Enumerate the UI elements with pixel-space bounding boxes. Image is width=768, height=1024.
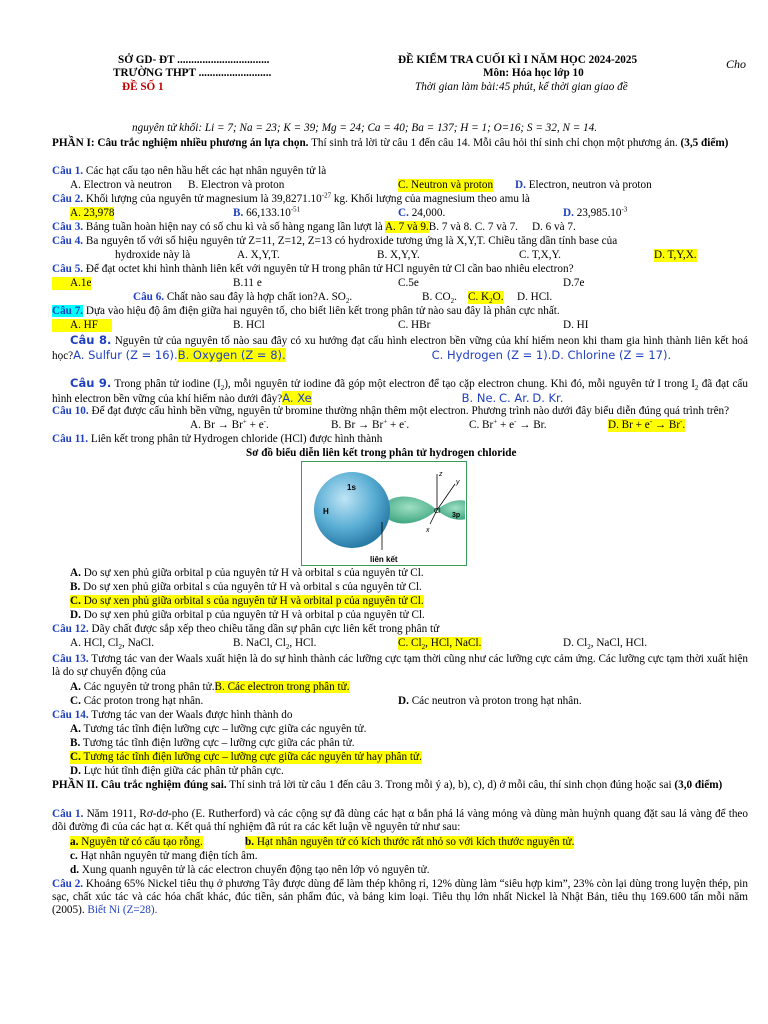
cl-3p-lobe-left: [382, 497, 437, 524]
label-bond: liên kết: [370, 555, 398, 564]
corner-text: Cho: [726, 57, 747, 71]
q7-option-a[interactable]: A. HF: [52, 319, 112, 332]
figure-title: Sơ đồ biểu diễn liên kết trong phân tử hydrogen chloride: [246, 447, 517, 459]
p2q1-statement-d[interactable]: d. Xung quanh nguyên tử là các electron chuyển động tạo nên lớp vỏ nguyên tử.: [70, 864, 430, 876]
q6-option-c[interactable]: C. $K_2O$.: [468, 291, 504, 306]
exam-time: Thời gian làm bài:45 phút, kể thời gian giao đề: [415, 81, 628, 93]
p2q1-statements-ab: [52, 836, 748, 849]
q4-options: hydroxide này là A. X,Y,T. B. X,Y,Y. C. T,X,Y. D. T,Y,X.: [115, 249, 697, 261]
q4-option-a[interactable]: A. X,Y,T.: [237, 249, 280, 261]
q10-options: [52, 419, 748, 432]
label-h: H: [323, 507, 329, 516]
q13-option-a[interactable]: A. Các nguyên tử trong phân tử.B. Các electron trong phân tử.: [70, 681, 350, 693]
q4-stem: Câu 4. Ba nguyên tố với số hiệu nguyên tử Z=11, Z=12, Z=13 có hydroxide tương ứng là X,Y,T. Chiều tăng dần tính base của: [52, 235, 618, 247]
q12-option-b[interactable]: B. NaCl, $Cl_2$, HCl.: [233, 637, 317, 652]
q7-option-c[interactable]: C. HBr: [398, 319, 431, 331]
hcl-orbital-figure: [301, 461, 467, 566]
q11-option-a[interactable]: A. Do sự xen phủ giữa orbital p của nguyên tử H và orbital s của nguyên tử Cl.: [70, 567, 424, 579]
q1-option-c[interactable]: C. Neutron và proton: [398, 179, 494, 191]
label-x: x: [426, 527, 430, 534]
q5-option-a[interactable]: A.1e: [52, 277, 91, 290]
exam-title: ĐỀ KIỂM TRA CUỐI KÌ I NĂM HỌC 2024-2025: [398, 54, 638, 66]
q2-options: [52, 207, 748, 220]
q13-option-d[interactable]: D. Các neutron và proton trong hạt nhân.: [398, 695, 582, 707]
q5-options: [52, 277, 748, 290]
p2q1-statement-b[interactable]: b. Hạt nhân nguyên tử có kích thước rất nhỏ so với kích thước nguyên tử.: [245, 836, 575, 848]
q1-options: [52, 179, 748, 192]
q11-option-b[interactable]: B. Do sự xen phủ giữa orbital s của nguyên tử H và orbital s của nguyên tử Cl.: [70, 581, 422, 593]
q8-option-d[interactable]: D. Chlorine (Z = 17).: [551, 348, 672, 362]
q2-stem: Câu 2. Khối lượng của nguyên tử magnesium là $39,8271.10^{-27}$ kg. Khối lượng của magnesium theo amu là: [52, 191, 530, 205]
q2-option-a[interactable]: A. 23,978: [70, 207, 115, 219]
q12-option-a[interactable]: A. HCl, $Cl_2$, NaCl.: [70, 637, 155, 652]
cl-3p-lobe-right: [437, 500, 465, 520]
q8-block: Câu 8. Nguyên tử của nguyên tố nào sau đây có xu hướng đạt cấu hình electron bền vững của khí hiếm neon khi tham gia hình thành liên kết hoá học?A. Sulfur (Z = 16).B. Oxygen (Z = 8). C. Hydrogen (Z = 1).D. Chlorine (Z = 17).: [52, 333, 748, 362]
q9-option-b[interactable]: B. Ne.: [461, 391, 497, 405]
q2-option-d[interactable]: D. $23,985.10^{-3}$: [563, 205, 628, 219]
q1-option-b[interactable]: B. Electron và proton: [188, 179, 285, 191]
p2q1-stem: Câu 1. Năm 1911, Rơ-dơ-pho (E. Rutherford) và các cộng sự đã dùng các hạt α bắn phá lá vàng mỏng và dùng màn huỳnh quang đặt sau lá vàng để theo dõi đường đi của các hạt α. Kết quả thí nghiệm đã rút ra các kết luận về nguyên tử như sau:: [52, 808, 748, 833]
q7-option-b[interactable]: B. HCl: [233, 319, 265, 331]
orbital-diagram-svg: [302, 462, 465, 564]
q11-option-c[interactable]: C. Do sự xen phủ giữa orbital s của nguyên tử H và orbital p của nguyên tử Cl.: [70, 595, 424, 607]
q5-stem: Câu 5. Để đạt octet khi hình thành liên kết với nguyên tử H trong phân tử HCl nguyên tử Cl cần bao nhiêu electron?: [52, 263, 574, 275]
q3-row: Câu 3. Bảng tuần hoàn hiện nay có số chu kì và số hàng ngang lần lượt là A. 7 và 9.B. 7 và 8. C. 7 và 7. D. 6 và 7.: [52, 221, 576, 233]
atomic-masses: nguyên tử khối: Li = 7; Na = 23; K = 39; Mg = 24; Ca = 40; Ba = 137; H = 1; O=16; S = 32, N = 14.: [132, 122, 598, 134]
q5-option-b[interactable]: B.11 e: [233, 277, 262, 289]
q9-option-d[interactable]: D. Kr.: [532, 391, 564, 405]
q6-option-b[interactable]: B. $CO_2$.: [422, 291, 457, 306]
q4-option-c[interactable]: C. T,X,Y.: [519, 249, 561, 261]
q7-options: [52, 319, 748, 332]
q3-option-a[interactable]: A. 7 và 9.: [384, 221, 429, 233]
q8-option-b[interactable]: B. Oxygen (Z = 8).: [177, 348, 286, 362]
q8-option-c[interactable]: C. Hydrogen (Z = 1).: [431, 348, 552, 362]
q1-stem: Câu 1. Các hạt cấu tạo nên hầu hết các hạt nhân nguyên tử là: [52, 165, 327, 177]
p2q1-statement-a[interactable]: a. Nguyên tử có cấu tạo rỗng.: [70, 836, 203, 848]
q1-option-a[interactable]: A. Electron và neutron: [70, 179, 172, 191]
label-z: z: [439, 471, 443, 478]
q13-option-b[interactable]: B. Các electron trong phân tử.: [214, 681, 350, 693]
q1-option-d[interactable]: D. Electron, neutron và proton: [515, 179, 652, 191]
q3-option-b[interactable]: B. 7 và 8.: [428, 221, 472, 233]
q2-option-b[interactable]: B. $66,133.10^{-51}$: [233, 205, 301, 219]
q10-stem: Câu 10. Để đạt được cấu hình bền vững, nguyên tử bromine thường nhận thêm một electron. Phương trình nào dưới đây biểu diễn đúng quá trình trên?: [52, 405, 730, 417]
q10-option-d[interactable]: D. Br + e- → Br-.: [608, 417, 686, 431]
q11-option-d[interactable]: D. Do sự xen phủ giữa orbital p của nguyên tử H và orbital p của nguyên tử Cl.: [70, 609, 425, 621]
q13-options-ab: [52, 681, 748, 694]
q12-options: [52, 637, 748, 650]
exam-code: ĐỀ SỐ 1: [122, 81, 164, 93]
part2-heading: PHẦN II. Câu trắc nghiệm đúng sai. Thí sinh trả lời từ câu 1 đến câu 3. Trong mỗi ý a), b), c), d) ở mỗi câu, thí sinh chọn đúng hoặc sai (3,0 điểm): [52, 779, 723, 791]
label-y: y: [456, 479, 460, 486]
label-1s: 1s: [347, 483, 356, 492]
q12-stem: Câu 12. Dãy chất được sắp xếp theo chiều tăng dần sự phân cực liên kết trong phân tử: [52, 623, 440, 635]
q6-row: Câu 6. Chất nào sau đây là hợp chất ion?A. $SO_2$. B. $CO_2$. C. $K_2O$. D. HCl.: [133, 291, 553, 306]
q9-option-c[interactable]: C. Ar.: [499, 391, 530, 405]
q14-stem: Câu 14. Tương tác van der Waals được hình thành do: [52, 709, 293, 721]
school-name: TRƯỜNG THPT ..........................: [113, 67, 272, 79]
p2q1-statement-c[interactable]: c. Hạt nhân nguyên tử mang điện tích âm.: [70, 850, 258, 862]
q12-option-d[interactable]: D. $Cl_2$, NaCl, HCl.: [563, 637, 647, 652]
q6-option-d[interactable]: D. HCl.: [517, 291, 553, 303]
q10-option-a[interactable]: A. Br → Br+ + e-.: [190, 417, 269, 431]
q2-option-c[interactable]: C. 24,000.: [398, 207, 446, 219]
q9-option-a[interactable]: A. Xe: [282, 391, 312, 405]
q14-option-d[interactable]: D. Lực hút tĩnh điện giữa các phân tử phân cực.: [70, 765, 284, 777]
q9-block: Câu 9. Trong phân tử iodine $(I_2)$, mỗi nguyên tử iodine đã góp một electron để tạo cặp electron chung. Khi đó, mỗi nguyên tử I trong $I_2$ đã đạt cấu hình electron bền vững của khí hiếm nào dưới đây?A. Xe B. Ne. C. Ar. D. Kr.: [52, 376, 748, 405]
q13-option-c[interactable]: C. Các proton trong hạt nhân.: [70, 695, 204, 707]
q14-option-c[interactable]: C. Tương tác tĩnh điện lưỡng cực – lưỡng cực giữa các nguyên tử hay phân tử.: [70, 751, 422, 763]
q11-stem: Câu 11. Liên kết trong phân tử Hydrogen chloride (HCl) được hình thành: [52, 433, 383, 445]
q12-option-c[interactable]: C. $Cl_2$, HCl, NaCl.: [398, 637, 482, 652]
q13-options-cd: [52, 695, 748, 708]
q3-option-c[interactable]: C. 7 và 7.: [474, 221, 518, 233]
q7-stem: Câu 7. Dựa vào hiệu độ âm điện giữa hai nguyên tố, cho biết liên kết trong phân tử nào sau đây là phân cực nhất.: [52, 305, 560, 317]
p2q2-stem: Câu 2. Khoảng 65% Nickel tiêu thụ ở phương Tây được dùng để làm thép không rỉ, 12% dùng làm “siêu hợp kim”, 23% còn lại dùng trong luyện thép, pin sạc, chất xúc tác và các hóa chất khác, đúc tiền, sản phẩm đúc, và bảng kim loại. Tiêu thụ lớn nhất Nickel là Nhật Bản, tiêu thụ 169.600 tấn mỗi năm (2005). Biết Ni (Z=28).: [52, 878, 748, 916]
q10-option-c[interactable]: C. Br+ + e- → Br.: [469, 417, 547, 431]
q3-option-d[interactable]: D. 6 và 7.: [531, 221, 576, 233]
q7-option-d[interactable]: D. HI: [563, 319, 589, 331]
q5-option-d[interactable]: D.7e: [563, 277, 585, 289]
q13-stem: Câu 13. Tương tác van der Waals xuất hiện là do sự hình thành các lưỡng cực tạm thời cũng như các lưỡng cực cảm ứng. Các lưỡng cực tạm thời xuất hiện là do sự chuyển động của: [52, 653, 748, 678]
q10-option-b[interactable]: B. Br → Br+ + e-.: [331, 417, 410, 431]
q8-option-a[interactable]: A. Sulfur (Z = 16).: [73, 348, 178, 362]
q4-option-b[interactable]: B. X,Y,Y.: [377, 249, 420, 261]
q14-option-b[interactable]: B. Tương tác tĩnh điện lưỡng cực – lưỡng cực giữa các phân tử.: [70, 737, 355, 749]
q6-option-a[interactable]: A. $SO_2$.: [317, 291, 353, 306]
label-cl: Cl: [434, 508, 441, 515]
q4-option-d[interactable]: D. T,Y,X.: [654, 249, 697, 261]
label-3p: 3p: [452, 512, 461, 519]
part1-heading: PHẦN I: Câu trắc nghiệm nhiều phương án lựa chọn. Thí sinh trả lời từ câu 1 đến câu 14. Mỗi câu hỏi thí sinh chỉ chọn một phương án. (3,5 điểm): [52, 137, 729, 149]
exam-subject: Môn: Hóa học lớp 10: [483, 67, 584, 79]
q14-option-a[interactable]: A. Tương tác tĩnh điện lưỡng cực – lưỡng cực giữa các nguyên tử.: [70, 723, 367, 735]
so-gd: SỞ GD- ĐT .................................: [118, 54, 270, 66]
q5-option-c[interactable]: C.5e: [398, 277, 419, 289]
